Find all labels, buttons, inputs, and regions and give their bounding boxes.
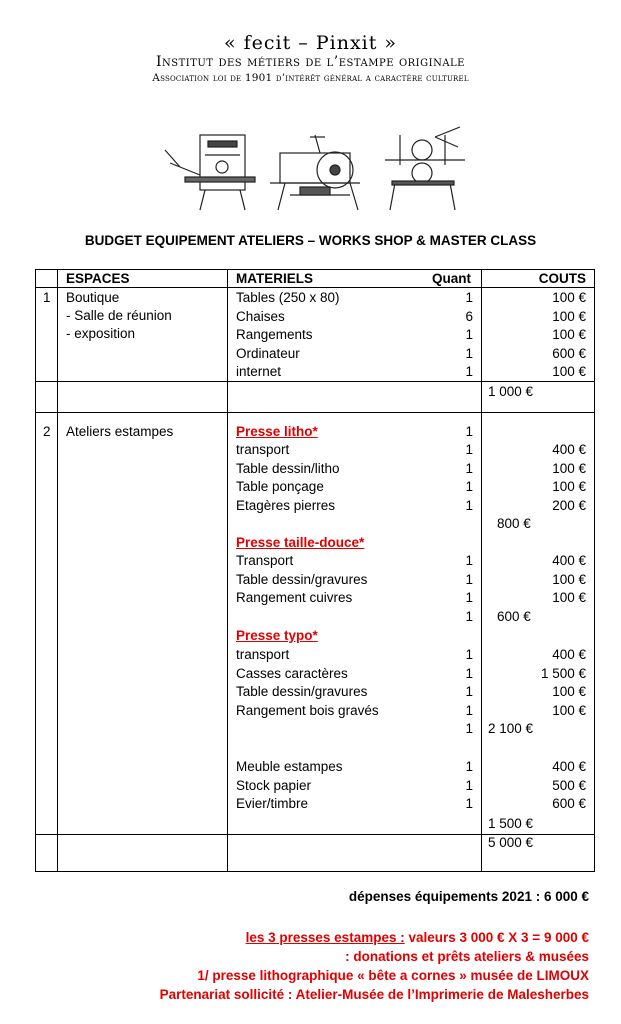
item-cost: 400 € (552, 759, 586, 774)
header-materiels: MATERIELS (236, 271, 313, 286)
item-qty: 1 (465, 290, 473, 305)
item-qty: 1 (465, 796, 473, 812)
item-cost: 600 € (552, 796, 586, 812)
item-qty: 6 (465, 308, 473, 324)
item-qty: 1 (465, 460, 473, 476)
item-cost: 500 € (552, 777, 586, 793)
association-line: Association loi de 1901 d’intérêt général a caractère culturel (152, 72, 469, 84)
item-name: Ordinateur (236, 345, 300, 361)
table-border (35, 871, 595, 872)
litho-press-drawing (165, 135, 255, 210)
institute-subtitle: Institut des métiers de l’estampe originale (156, 54, 465, 70)
item-name: transport (236, 647, 290, 662)
item-cost: 400 € (552, 647, 586, 662)
item-qty: 1 (465, 442, 473, 457)
table-border (594, 269, 595, 872)
item-name: Rangement cuivres (236, 590, 353, 606)
item-name: Tables (250 x 80) (236, 290, 340, 305)
item-cost: 100 € (552, 702, 586, 718)
presses-valeurs-line (0, 930, 589, 945)
item-cost: 100 € (552, 327, 586, 343)
item-name: Chaises (236, 308, 285, 324)
item-qty: 1 (465, 345, 473, 361)
table-border (35, 269, 36, 872)
item-cost: 100 € (552, 308, 586, 324)
presse-typo-heading: Presse typo* (236, 628, 318, 643)
espace-label: - Salle de réunion (66, 308, 172, 323)
item-qty: 1 (465, 684, 473, 700)
item-cost: 100 € (552, 479, 586, 495)
institute-title: « fecit – Pinxit » (223, 32, 398, 54)
item-name: Rangement bois gravés (236, 702, 379, 718)
espace-label: Ateliers estampes (66, 424, 174, 439)
item-cost: 100 € (552, 290, 586, 305)
item-qty: 1 (465, 721, 473, 736)
item-qty: 1 (465, 590, 473, 606)
item-name: Meuble estampes (236, 759, 343, 774)
item-qty: 1 (465, 479, 473, 495)
item-cost: 200 € (552, 497, 586, 513)
item-cost: 100 € (552, 364, 586, 380)
partenariat-line: Partenariat sollicité : Atelier-Musée de l’Imprimerie de Malesherbes (159, 987, 589, 1002)
item-name: Stock papier (236, 777, 312, 793)
subtotal: 600 € (497, 609, 531, 624)
item-qty: 1 (465, 759, 473, 774)
espace-label: - exposition (66, 326, 136, 341)
presses-prefix: les 3 presses estampes : (245, 930, 405, 945)
espace-label: Boutique (66, 290, 120, 305)
presse-taille-douce-heading: Presse taille-douce* (236, 535, 365, 550)
intaglio-press-drawing (385, 127, 465, 210)
subtotal: 1 000 € (488, 384, 534, 399)
item-cost: 400 € (552, 442, 586, 457)
header-quant: Quant (432, 271, 471, 286)
item-qty: 1 (465, 609, 473, 624)
subtotal: 800 € (497, 516, 531, 531)
item-qty: 1 (465, 777, 473, 793)
item-qty: 1 (465, 702, 473, 718)
header-espaces: ESPACES (66, 271, 130, 286)
typo-press-drawing (270, 135, 360, 210)
item-cost: 1 500 € (540, 665, 586, 681)
header-couts: COUTS (538, 271, 586, 286)
item-name: Table dessin/gravures (236, 571, 368, 587)
item-name: Casses caractères (236, 665, 348, 681)
presse-litho-line: 1/ presse lithographique « bête a cornes » musée de LIMOUX (197, 968, 589, 983)
item-name: Table dessin/litho (236, 460, 340, 476)
presse-litho-heading: Presse litho* (236, 424, 318, 439)
item-name: Evier/timbre (236, 796, 309, 812)
item-name: Table ponçage (236, 479, 324, 495)
item-cost: 600 € (552, 345, 586, 361)
item-cost: 100 € (552, 460, 586, 476)
item-qty: 1 (465, 571, 473, 587)
table-border (227, 269, 228, 872)
printing-presses-illustration (160, 125, 470, 217)
item-qty: 1 (465, 647, 473, 662)
row-number: 1 (43, 290, 51, 305)
grand-total: 5 000 € (488, 835, 534, 850)
table-border (35, 412, 595, 413)
item-cost: 100 € (552, 590, 586, 606)
item-name: Rangements (236, 327, 313, 343)
item-cost: 100 € (552, 684, 586, 700)
item-qty: 1 (465, 424, 473, 439)
item-name: internet (236, 364, 282, 380)
item-qty: 1 (465, 364, 473, 380)
presses-value: valeurs 3 000 € X 3 = 9 000 € (404, 930, 589, 945)
item-name: Table dessin/gravures (236, 684, 368, 700)
item-qty: 1 (465, 497, 473, 513)
item-cost: 400 € (552, 553, 586, 568)
item-qty: 1 (465, 665, 473, 681)
item-qty: 1 (465, 553, 473, 568)
subtotal: 2 100 € (488, 721, 534, 736)
item-qty: 1 (465, 327, 473, 343)
donations-line: : donations et prêts ateliers & musées (345, 949, 589, 964)
item-name: Etagères pierres (236, 497, 336, 513)
row-number: 2 (43, 424, 51, 439)
document-title: BUDGET EQUIPEMENT ATELIERS – WORKS SHOP & MASTER CLASS (84, 233, 537, 248)
subtotal: 1 500 € (488, 816, 534, 831)
item-cost: 100 € (552, 571, 586, 587)
table-border (57, 269, 58, 872)
item-name: transport (236, 442, 290, 457)
item-name: Transport (236, 553, 294, 568)
depenses-line: dépenses équipements 2021 : 6 000 € (348, 889, 589, 904)
budget-table (35, 269, 595, 872)
